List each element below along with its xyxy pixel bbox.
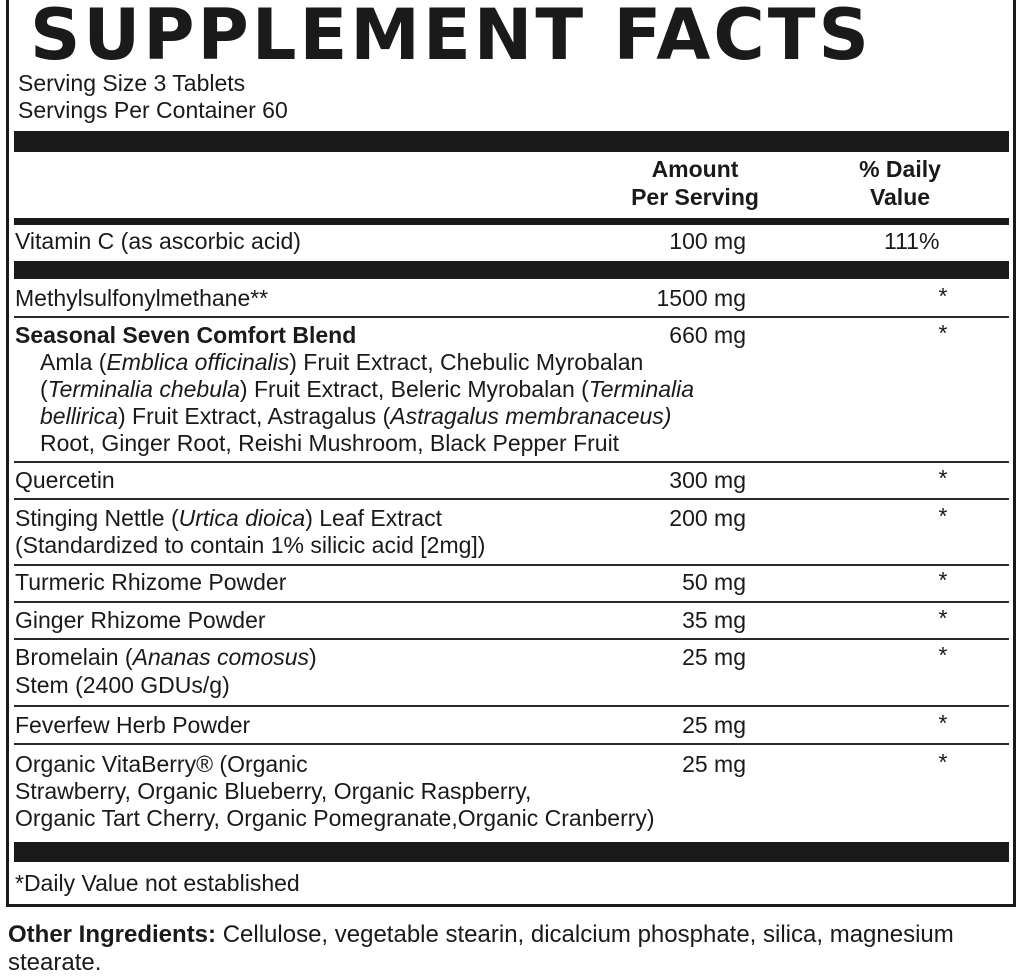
nutrient-name-line2: Strawberry, Organic Blueberry, Organic Raspberry, [15,778,532,804]
row-divider [14,601,1009,603]
row-divider [14,498,1009,500]
nutrient-dv: * [938,567,948,593]
nutrient-name: Stinging Nettle (Urtica dioica) Leaf Extract [15,505,442,531]
thick-divider-top [14,131,1009,152]
nutrient-dv: * [938,605,948,631]
row-divider [14,316,1009,318]
nutrient-amount: 35 mg [682,607,746,633]
nutrient-amount: 50 mg [682,569,746,595]
dv-header-line1: % Daily [859,156,941,182]
nutrient-name: Bromelain (Ananas comosus) [15,644,317,670]
dv-header-line2: Value [869,184,931,210]
amount-header-line1: Amount [651,156,739,182]
panel-title: SUPPLEMENT FACTS [30,0,872,76]
nutrient-dv: * [938,465,948,491]
header-divider [14,218,1009,225]
nutrient-name: Vitamin C (as ascorbic acid) [15,228,301,254]
row-divider [14,638,1009,640]
nutrient-name: Feverfew Herb Powder [15,712,251,738]
other-ingredients [8,921,1018,977]
amount-per-serving-header [600,155,790,211]
serving-size: Serving Size 3 Tablets [18,70,246,96]
servings-per-container: Servings Per Container 60 [18,97,288,123]
blend-name: Seasonal Seven Comfort Blend [15,322,357,348]
row-divider [14,705,1009,707]
amount-header-line2: Per Serving [631,184,759,210]
blend-ingredients-line: (Terminalia chebula) Fruit Extract, Beleric Myrobalan (Terminalia [40,376,695,402]
nutrient-name-line2: (Standardized to contain 1% silicic acid [2mg]) [15,532,486,558]
nutrient-amount: 1500 mg [656,285,746,311]
row-divider [14,564,1009,566]
nutrient-name: Turmeric Rhizome Powder [15,569,287,595]
nutrient-name: Methylsulfonylmethane** [15,285,269,311]
nutrient-name-line2: Stem (2400 GDUs/g) [15,672,230,698]
nutrient-dv: * [938,283,948,309]
other-ingredients-label: Other Ingredients: [8,921,217,948]
thick-divider-mid [14,261,1009,279]
blend-ingredients-line: bellirica) Fruit Extract, Astragalus (Astragalus membranaceus) [40,403,672,429]
blend-ingredients-line: Root, Ginger Root, Reishi Mushroom, Black Pepper Fruit [40,430,620,456]
nutrient-name: Ginger Rhizome Powder [15,607,266,633]
daily-value-header [830,155,970,211]
nutrient-dv: * [938,749,948,775]
blend-amount: 660 mg [669,322,746,348]
nutrient-name-line3: Organic Tart Cherry, Organic Pomegranate,Organic Cranberry) [15,805,655,831]
nutrient-amount: 25 mg [682,712,746,738]
nutrient-dv: * [938,710,948,736]
blend-ingredients-line: Amla (Emblica officinalis) Fruit Extract, Chebulic Myrobalan [40,349,644,375]
nutrient-amount: 25 mg [682,751,746,777]
other-ingredients-text: Cellulose, vegetable stearin, dicalcium phosphate, silica, magnesium stearate. [8,921,954,976]
nutrient-amount: 100 mg [669,228,746,254]
footnote: *Daily Value not established [15,870,300,896]
nutrient-dv: * [938,642,948,668]
thick-divider-bottom [14,842,1009,862]
blend-dv: * [938,320,948,346]
nutrient-dv: * [938,503,948,529]
nutrient-name: Organic VitaBerry® (Organic [15,751,308,777]
nutrient-dv: 111% [884,228,940,254]
row-divider [14,743,1009,745]
nutrient-name: Quercetin [15,467,115,493]
nutrient-amount: 25 mg [682,644,746,670]
row-divider [14,461,1009,463]
nutrient-amount: 300 mg [669,467,746,493]
nutrient-amount: 200 mg [669,505,746,531]
